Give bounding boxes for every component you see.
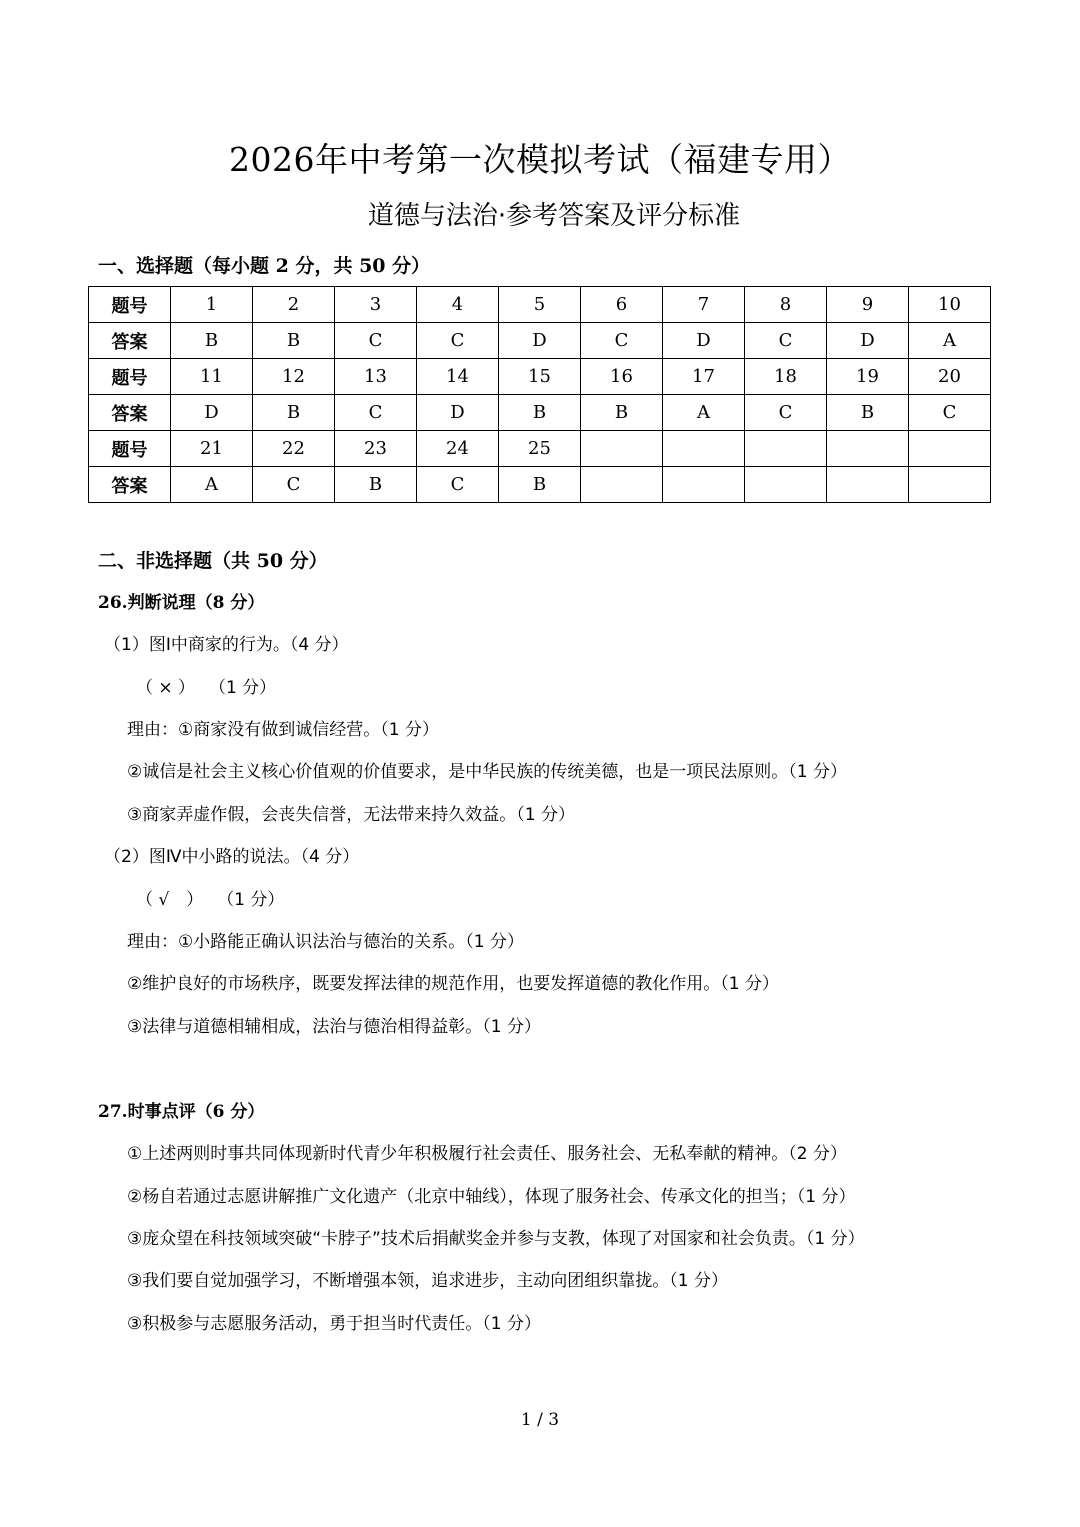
question-number-cell: 16: [581, 359, 663, 395]
q26-line: （ × ） （1 分）: [136, 678, 277, 698]
row-label-question: 题号: [89, 359, 171, 395]
question-number-row: [89, 359, 991, 395]
question-number-cell: 13: [335, 359, 417, 395]
question-number-cell: 21: [171, 431, 253, 467]
question-number-cell: 4: [417, 287, 499, 323]
answer-cell: C: [335, 395, 417, 431]
question-number-cell: 23: [335, 431, 417, 467]
page-subtitle: 道德与法治·参考答案及评分标准: [367, 201, 741, 231]
page-title: 2026年中考第一次模拟考试（福建专用）: [229, 140, 851, 179]
question-number-cell: [909, 431, 991, 467]
question-number-cell: 9: [827, 287, 909, 323]
question-number-cell: 2: [253, 287, 335, 323]
answer-cell: C: [581, 323, 663, 359]
question-number-cell: 20: [909, 359, 991, 395]
row-label-question: 题号: [89, 431, 171, 467]
answer-cell: C: [909, 395, 991, 431]
answer-cell: A: [171, 467, 253, 503]
answer-cell: D: [417, 395, 499, 431]
question-number-cell: 18: [745, 359, 827, 395]
q26-line: 理由：①小路能正确认识法治与德治的关系。（1 分）: [127, 932, 524, 952]
question-number-cell: 3: [335, 287, 417, 323]
answer-cell: [827, 467, 909, 503]
q27-heading: 27.时事点评（6 分）: [98, 1102, 265, 1122]
row-label-answer: 答案: [89, 467, 171, 503]
question-number-cell: 22: [253, 431, 335, 467]
question-number-cell: [827, 431, 909, 467]
answer-cell: B: [253, 395, 335, 431]
q27-line: ③积极参与志愿服务活动，勇于担当时代责任。（1 分）: [127, 1314, 541, 1334]
answer-cell: C: [417, 323, 499, 359]
question-number-cell: 12: [253, 359, 335, 395]
question-number-cell: [745, 431, 827, 467]
question-number-cell: 25: [499, 431, 581, 467]
question-number-cell: 1: [171, 287, 253, 323]
answer-cell: C: [417, 467, 499, 503]
answer-row: [89, 467, 991, 503]
row-label-question: 题号: [89, 287, 171, 323]
q27-line: ①上述两则时事共同体现新时代青少年积极履行社会责任、服务社会、无私奉献的精神。（2 分）: [127, 1144, 847, 1164]
q26-line: （1）图Ⅰ中商家的行为。（4 分）: [104, 635, 349, 655]
question-number-cell: 14: [417, 359, 499, 395]
question-number-cell: [663, 431, 745, 467]
q26-line: ③法律与道德相辅相成，法治与德治相得益彰。（1 分）: [127, 1017, 541, 1037]
answer-cell: [581, 467, 663, 503]
answer-cell: [909, 467, 991, 503]
question-number-row: [89, 431, 991, 467]
answer-cell: [663, 467, 745, 503]
answer-cell: D: [663, 323, 745, 359]
answer-cell: B: [335, 467, 417, 503]
answer-cell: C: [745, 395, 827, 431]
question-number-cell: 19: [827, 359, 909, 395]
question-number-cell: 11: [171, 359, 253, 395]
question-number-cell: 8: [745, 287, 827, 323]
question-number-cell: 24: [417, 431, 499, 467]
row-label-answer: 答案: [89, 323, 171, 359]
answer-cell: B: [827, 395, 909, 431]
q26-line: （2）图Ⅳ中小路的说法。（4 分）: [104, 847, 360, 867]
q26-line: ③商家弄虚作假，会丧失信誉，无法带来持久效益。（1 分）: [127, 805, 575, 825]
question-number-cell: 17: [663, 359, 745, 395]
answer-cell: A: [909, 323, 991, 359]
page-number: 1 / 3: [520, 1410, 560, 1430]
answer-cell: C: [745, 323, 827, 359]
answer-cell: C: [253, 467, 335, 503]
q26-line: ②维护良好的市场秩序，既要发挥法律的规范作用，也要发挥道德的教化作用。（1 分）: [127, 974, 779, 994]
row-label-answer: 答案: [89, 395, 171, 431]
answer-cell: B: [499, 395, 581, 431]
question-number-cell: [581, 431, 663, 467]
question-number-cell: 10: [909, 287, 991, 323]
answer-cell: B: [499, 467, 581, 503]
section-1-heading: 一、选择题（每小题 2 分，共 50 分）: [98, 255, 431, 277]
answer-cell: B: [253, 323, 335, 359]
answer-cell: B: [171, 323, 253, 359]
q27-line: ②杨自若通过志愿讲解推广文化遗产（北京中轴线），体现了服务社会、传承文化的担当；（1 分）: [127, 1187, 856, 1207]
answer-cell: A: [663, 395, 745, 431]
question-number-cell: 5: [499, 287, 581, 323]
answer-row: [89, 323, 991, 359]
q27-line: ③我们要自觉加强学习，不断增强本领，追求进步，主动向团组织靠拢。（1 分）: [127, 1271, 728, 1291]
answer-cell: B: [581, 395, 663, 431]
answer-table: [88, 286, 991, 503]
q26-line: （ √ ） （1 分）: [136, 890, 285, 910]
answer-cell: C: [335, 323, 417, 359]
section-2-heading: 二、非选择题（共 50 分）: [98, 550, 328, 572]
question-number-cell: 7: [663, 287, 745, 323]
answer-cell: D: [499, 323, 581, 359]
question-number-cell: 15: [499, 359, 581, 395]
answer-cell: [745, 467, 827, 503]
question-number-row: [89, 287, 991, 323]
answer-cell: D: [171, 395, 253, 431]
question-number-cell: 6: [581, 287, 663, 323]
answer-row: [89, 395, 991, 431]
q26-heading: 26.判断说理（8 分）: [98, 593, 265, 613]
answer-cell: D: [827, 323, 909, 359]
q26-line: 理由：①商家没有做到诚信经营。（1 分）: [127, 720, 439, 740]
q26-line: ②诚信是社会主义核心价值观的价值要求，是中华民族的传统美德，也是一项民法原则。（1 分）: [127, 762, 847, 782]
q27-line: ③庞众望在科技领域突破“卡脖子”技术后捐献奖金并参与支教，体现了对国家和社会负责。（1 分）: [127, 1229, 865, 1249]
